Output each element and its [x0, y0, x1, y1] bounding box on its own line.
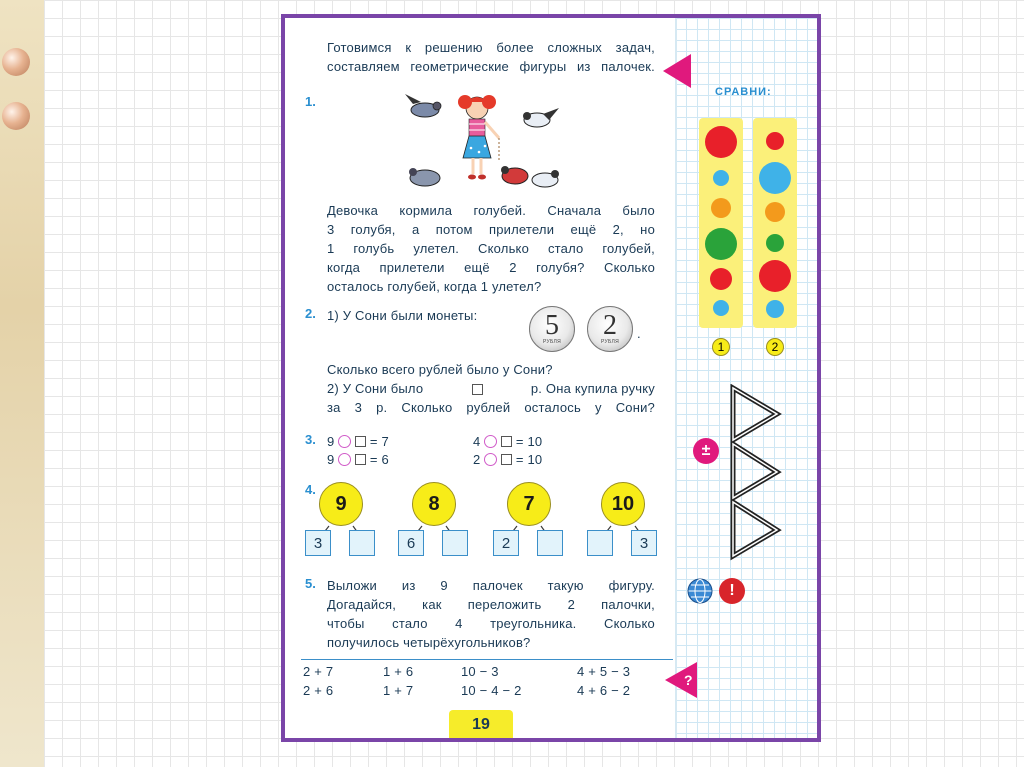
- plus-minus-icon: ±: [693, 438, 719, 464]
- expression: 1 + 7: [383, 683, 414, 698]
- empty-circle-icon: [338, 435, 351, 448]
- red-circle: [766, 132, 784, 150]
- compare-label: СРАВНИ:: [715, 86, 772, 98]
- tree-left-box[interactable]: 6: [398, 530, 424, 556]
- green-circle: [766, 234, 784, 252]
- equation: [473, 450, 542, 470]
- bead-decoration: [2, 48, 30, 76]
- task5-text-line: получилось четырёхугольников?: [327, 635, 531, 650]
- orange-circle: [711, 198, 731, 218]
- tree-top-number: 9: [319, 482, 363, 526]
- task2-line3-part: 2) У Сони было: [327, 381, 424, 396]
- task-number: 4.: [305, 482, 316, 497]
- strip-1-label: 1: [712, 338, 730, 356]
- pigeon-icon: [405, 94, 441, 117]
- color-strip-1: [699, 118, 743, 328]
- coin-caption: РУБЛЯ: [600, 339, 620, 345]
- period: .: [637, 326, 641, 341]
- task2-text-line: за 3 р. Сколько рублей осталось у Сони?: [327, 400, 655, 415]
- pigeon-icon: [409, 168, 440, 186]
- tree-left-box[interactable]: 3: [305, 530, 331, 556]
- equation: [327, 450, 389, 470]
- equation-number: 9: [327, 452, 335, 467]
- task5-text-line: Выложи из 9 палочек такую фигуру.: [327, 578, 655, 593]
- orange-circle: [765, 202, 785, 222]
- task5-text-line: Догадайся, как переложить 2 палочки,: [327, 597, 655, 612]
- empty-circle-icon: [484, 453, 497, 466]
- textbook-page: [281, 14, 821, 742]
- red-circle: [705, 126, 737, 158]
- task1-text-line: осталось голубей, когда 1 улетел?: [327, 279, 542, 294]
- coin-caption: РУБЛЯ: [542, 339, 562, 345]
- coin-value: 2: [603, 310, 617, 341]
- tree-right-box[interactable]: [537, 530, 563, 556]
- equation-number: 4: [473, 434, 481, 449]
- tree-left-box[interactable]: [587, 530, 613, 556]
- empty-circle-icon: [484, 435, 497, 448]
- coin-2-rubles-icon: [587, 306, 633, 352]
- task-number: 5.: [305, 576, 316, 591]
- empty-square-icon: [355, 454, 366, 465]
- section-divider: [301, 659, 673, 660]
- equation-result: = 10: [515, 452, 543, 467]
- blue-circle: [766, 300, 784, 318]
- equation: [327, 432, 389, 452]
- task1-text-line: когда прилетели ещё 2 голубя? Сколько: [327, 260, 655, 275]
- expression: 4 + 5 − 3: [577, 664, 631, 679]
- tree-left-box[interactable]: 2: [493, 530, 519, 556]
- page-fold: [675, 18, 677, 738]
- coin-5-rubles-icon: [529, 306, 575, 352]
- color-strip-2: [753, 118, 797, 328]
- task1-text-line: 3 голубя, а потом прилетели ещё 2, но: [327, 222, 655, 237]
- green-circle: [705, 228, 737, 260]
- globe-icon: [687, 578, 713, 604]
- question-mark: ?: [684, 672, 693, 688]
- tree-right-box[interactable]: [349, 530, 375, 556]
- tree-top-number: 8: [412, 482, 456, 526]
- pigeon-icon: [532, 170, 559, 187]
- intro-line: Готовимся к решению более сложных задач,: [327, 40, 655, 55]
- equation-result: = 10: [515, 434, 543, 449]
- task1-text-line: Девочка кормила голубей. Сначала было: [327, 203, 655, 218]
- task2-text-line: 1) У Сони были монеты:: [327, 308, 478, 323]
- empty-square-icon: [355, 436, 366, 447]
- task-number: 2.: [305, 306, 316, 321]
- task2-line3-part: р. Она купила ручку: [530, 381, 655, 396]
- task-number: 1.: [305, 94, 316, 109]
- expression: 2 + 6: [303, 683, 334, 698]
- red-circle: [759, 260, 791, 292]
- task1-text-line: 1 голубь улетел. Сколько стало голубей,: [327, 241, 655, 256]
- expression: 2 + 7: [303, 664, 334, 679]
- sidebar-margin: [675, 18, 817, 738]
- blue-circle: [759, 162, 791, 194]
- empty-square-icon: [472, 384, 483, 395]
- girl-icon: [458, 95, 499, 180]
- exclamation-icon: !: [719, 578, 745, 604]
- task2-text-line: Сколько всего рублей было у Сони?: [327, 362, 553, 377]
- page-number: 19: [449, 710, 513, 740]
- main-page-content: [285, 18, 675, 738]
- pointer-triangle-icon: [663, 54, 691, 88]
- blue-circle: [713, 170, 729, 186]
- expression: 4 + 6 − 2: [577, 683, 631, 698]
- blue-circle: [713, 300, 729, 316]
- pigeon-icon: [523, 108, 559, 127]
- tree-top-number: 7: [507, 482, 551, 526]
- equation: [473, 432, 542, 452]
- strip-2-label: 2: [766, 338, 784, 356]
- tree-right-box[interactable]: [442, 530, 468, 556]
- decorative-left-border: [0, 0, 44, 767]
- task5-text-line: чтобы стало 4 треугольника. Сколько: [327, 616, 655, 631]
- pigeon-icon: [501, 166, 528, 184]
- expression: 10 − 4 − 2: [461, 683, 522, 698]
- equation-result: = 7: [369, 434, 389, 449]
- equation-number: 9: [327, 434, 335, 449]
- bead-decoration: [2, 102, 30, 130]
- equation-number: 2: [473, 452, 481, 467]
- red-circle: [710, 268, 732, 290]
- stick-triangles-figure: [729, 384, 783, 562]
- tree-top-number: 10: [601, 482, 645, 526]
- equation-result: = 6: [369, 452, 389, 467]
- intro-line: составляем геометрические фигуры из палочек.: [327, 59, 655, 74]
- expression: 10 − 3: [461, 664, 499, 679]
- girl-feeding-pigeons-illustration: [403, 80, 563, 192]
- task-number: 3.: [305, 432, 316, 447]
- empty-square-icon: [501, 436, 512, 447]
- task2-text-line: [327, 379, 655, 399]
- empty-square-icon: [501, 454, 512, 465]
- tree-right-box[interactable]: 3: [631, 530, 657, 556]
- coin-value: 5: [545, 310, 559, 341]
- empty-circle-icon: [338, 453, 351, 466]
- expression: 1 + 6: [383, 664, 414, 679]
